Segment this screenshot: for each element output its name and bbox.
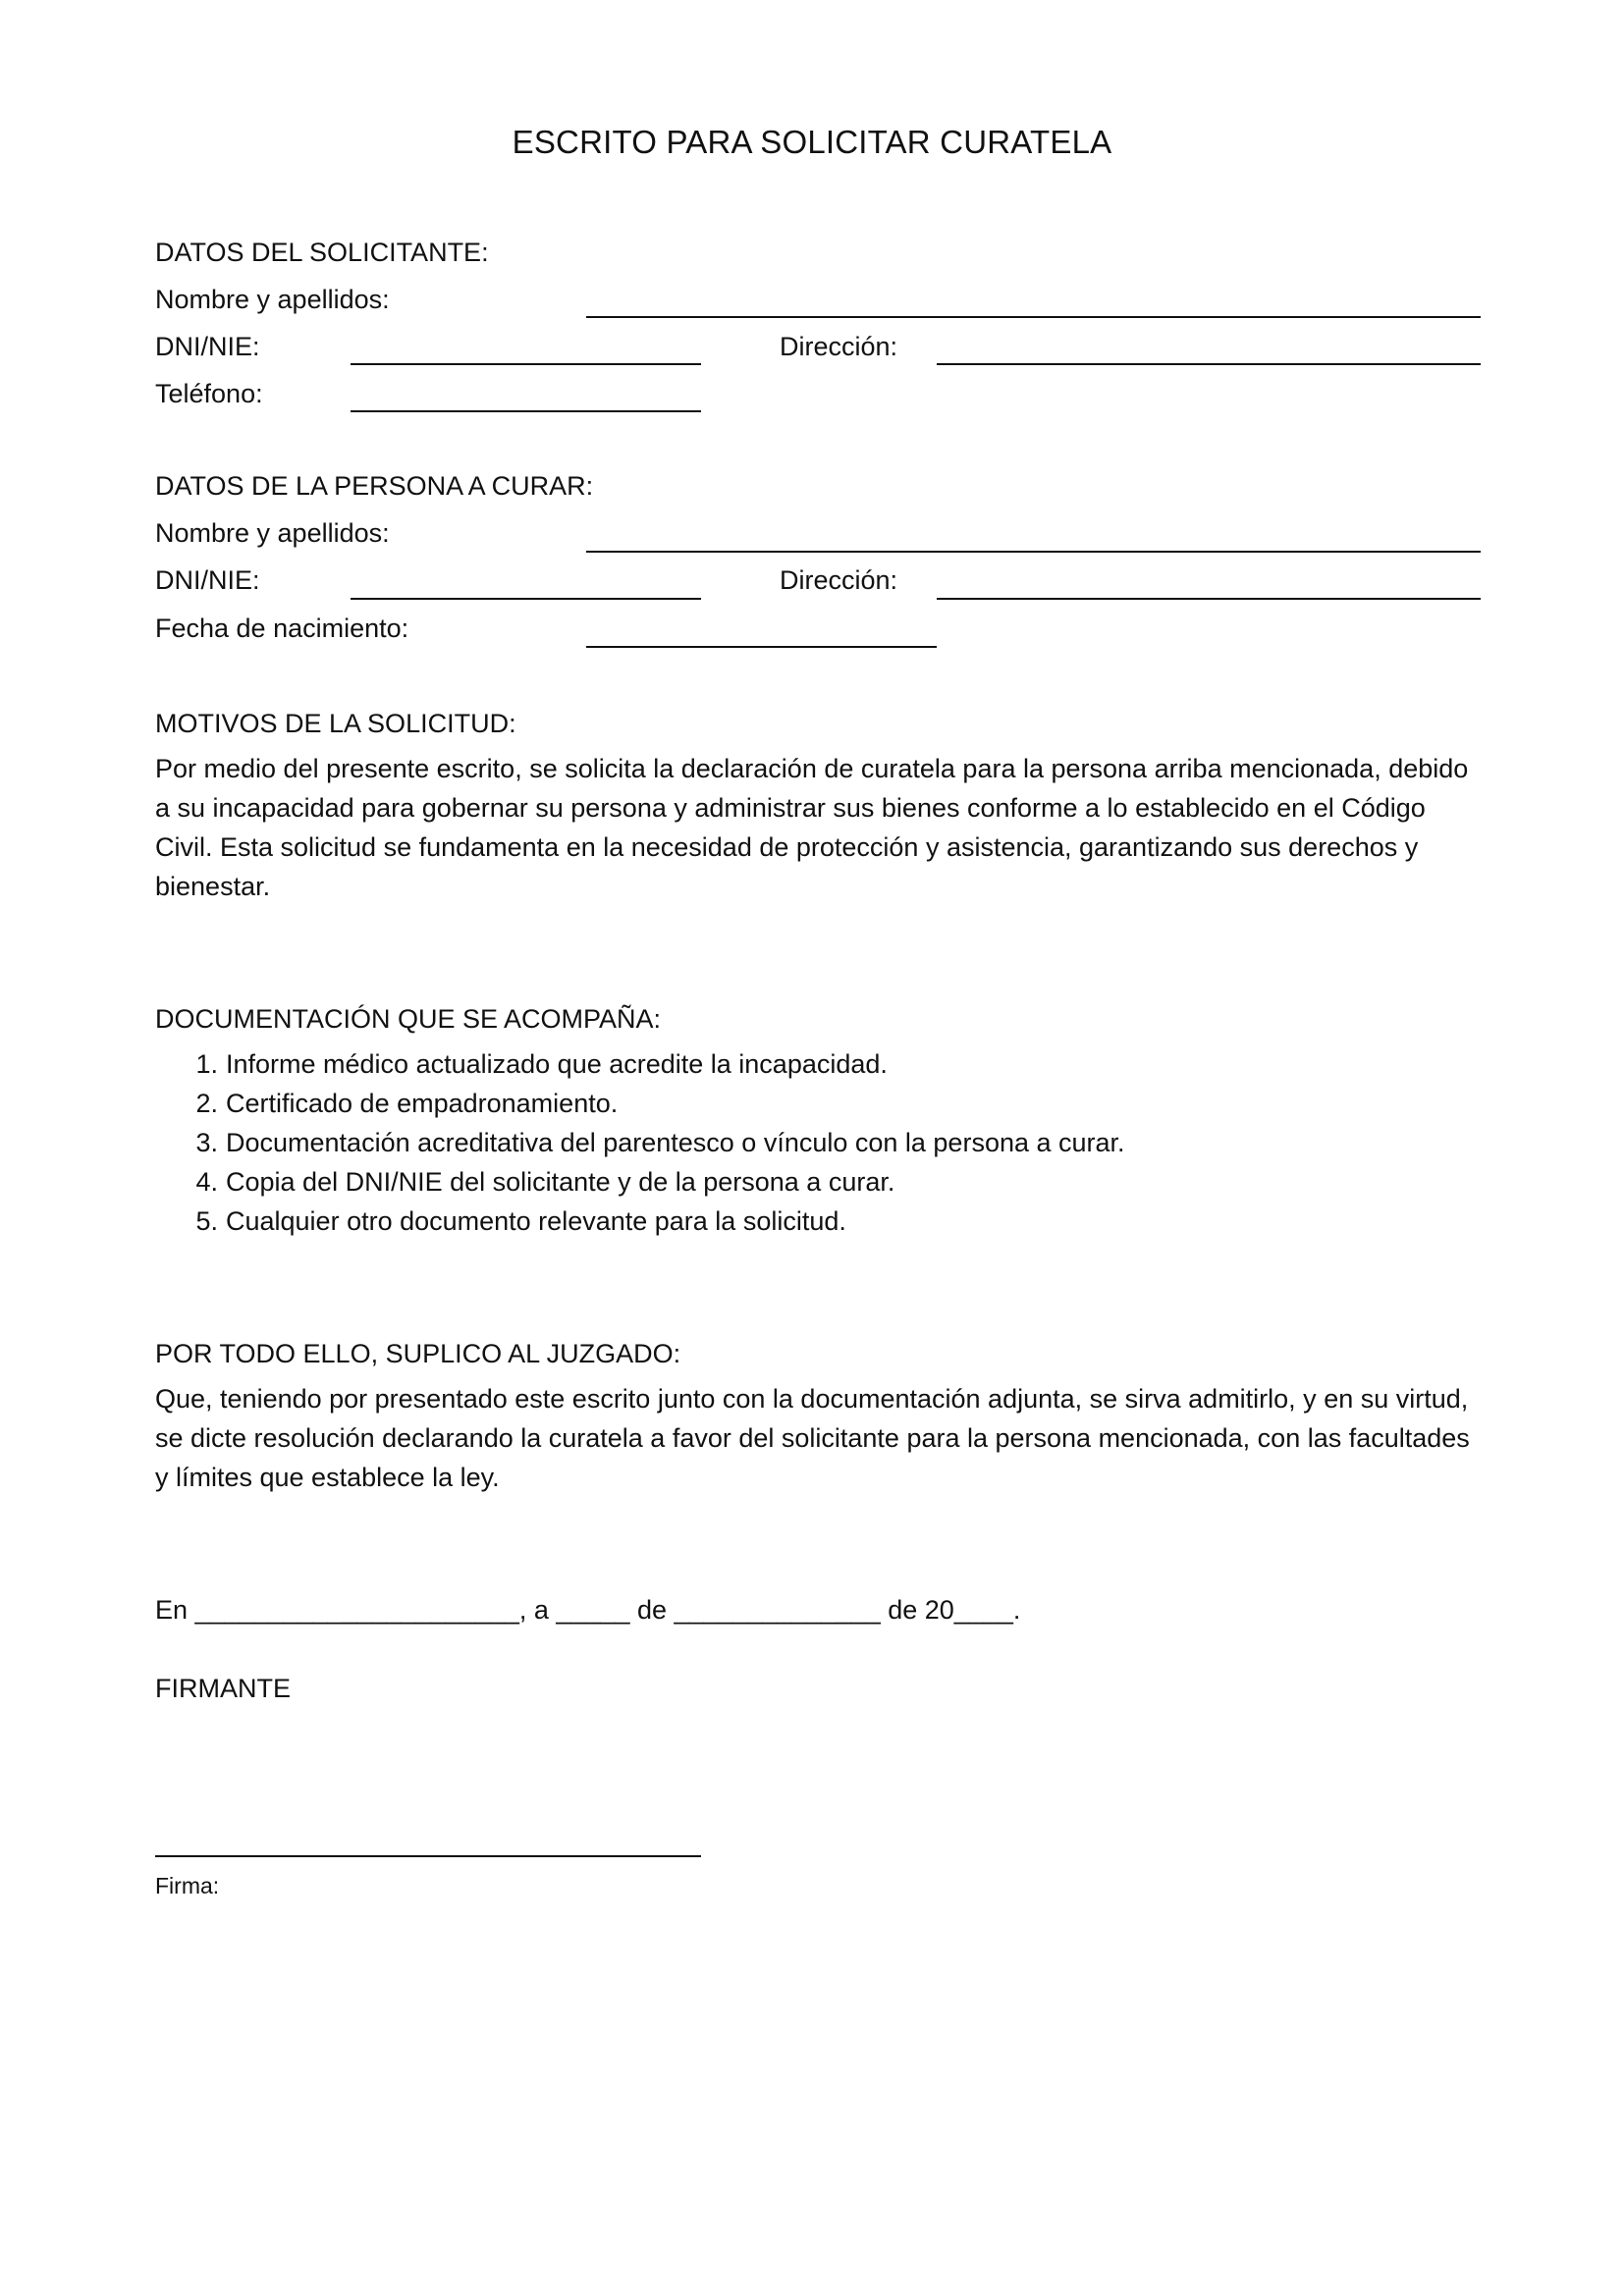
list-item-number: 4. <box>195 1167 218 1197</box>
motivos-heading: MOTIVOS DE LA SOLICITUD: <box>155 709 516 738</box>
persona-nombre-line[interactable] <box>586 551 1481 553</box>
persona-dni-label: DNI/NIE: <box>155 565 260 595</box>
persona-direccion-line[interactable] <box>937 598 1481 600</box>
list-item <box>155 1123 1125 1162</box>
suplico-text: Que, teniendo por presentado este escrito junto con la documentación adjunta, se sirva admitirlo, y en su virtud, se dicte resolución declarando la curatela a favor del solicitante para la persona mencionada, con las facultades y límites que establece la ley. <box>155 1384 1470 1492</box>
list-item <box>155 1084 1125 1123</box>
list-item <box>155 1162 1125 1201</box>
list-item-text: Copia del DNI/NIE del solicitante y de la persona a curar. <box>226 1167 895 1197</box>
list-item-number: 5. <box>195 1206 218 1236</box>
motivos-text: Por medio del presente escrito, se solicita la declaración de curatela para la persona arriba mencionada, debido a su incapacidad para gobernar su persona y administrar sus bienes conforme a lo establecido en el Código Civil. Esta solicitud se fundamenta en la necesidad de protección y asistencia, garantizando sus derechos y bienestar. <box>155 754 1469 901</box>
documentacion-heading: DOCUMENTACIÓN QUE SE ACOMPAÑA: <box>155 1004 662 1034</box>
persona-dni-line[interactable] <box>351 598 701 600</box>
solicitante-dni-line[interactable] <box>351 363 701 365</box>
document-title: ESCRITO PARA SOLICITAR CURATELA <box>512 124 1112 160</box>
solicitante-dni-label: DNI/NIE: <box>155 332 260 361</box>
solicitante-telefono-label: Teléfono: <box>155 379 263 408</box>
list-item-number: 2. <box>195 1089 218 1118</box>
firma-line[interactable] <box>155 1855 701 1857</box>
persona-fecha-label: Fecha de nacimiento: <box>155 614 409 643</box>
solicitante-nombre-line[interactable] <box>586 316 1481 318</box>
solicitante-nombre-label: Nombre y apellidos: <box>155 285 390 314</box>
list-item-text: Documentación acreditativa del parentesco o vínculo con la persona a curar. <box>226 1128 1125 1157</box>
documentacion-list <box>155 1044 1125 1241</box>
list-item <box>155 1044 1125 1084</box>
list-item-number: 3. <box>195 1128 218 1157</box>
solicitante-heading: DATOS DEL SOLICITANTE: <box>155 238 489 267</box>
list-item <box>155 1201 1125 1241</box>
persona-nombre-label: Nombre y apellidos: <box>155 518 390 548</box>
list-item-text: Cualquier otro documento relevante para la solicitud. <box>226 1206 846 1236</box>
persona-fecha-line[interactable] <box>586 646 937 648</box>
solicitante-direccion-line[interactable] <box>937 363 1481 365</box>
persona-direccion-label: Dirección: <box>780 565 898 595</box>
suplico-heading: POR TODO ELLO, SUPLICO AL JUZGADO: <box>155 1339 681 1368</box>
list-item-text: Informe médico actualizado que acredite la incapacidad. <box>226 1049 888 1079</box>
list-item-text: Certificado de empadronamiento. <box>226 1089 619 1118</box>
persona-heading: DATOS DE LA PERSONA A CURAR: <box>155 471 594 501</box>
firma-label: Firma: <box>155 1873 220 1898</box>
firmante-heading: FIRMANTE <box>155 1674 291 1703</box>
fecha-lugar-line[interactable]: En ______________________, a _____ de ______________ de 20____. <box>155 1595 1021 1625</box>
list-item-number: 1. <box>195 1049 218 1079</box>
solicitante-telefono-line[interactable] <box>351 410 701 412</box>
solicitante-direccion-label: Dirección: <box>780 332 898 361</box>
